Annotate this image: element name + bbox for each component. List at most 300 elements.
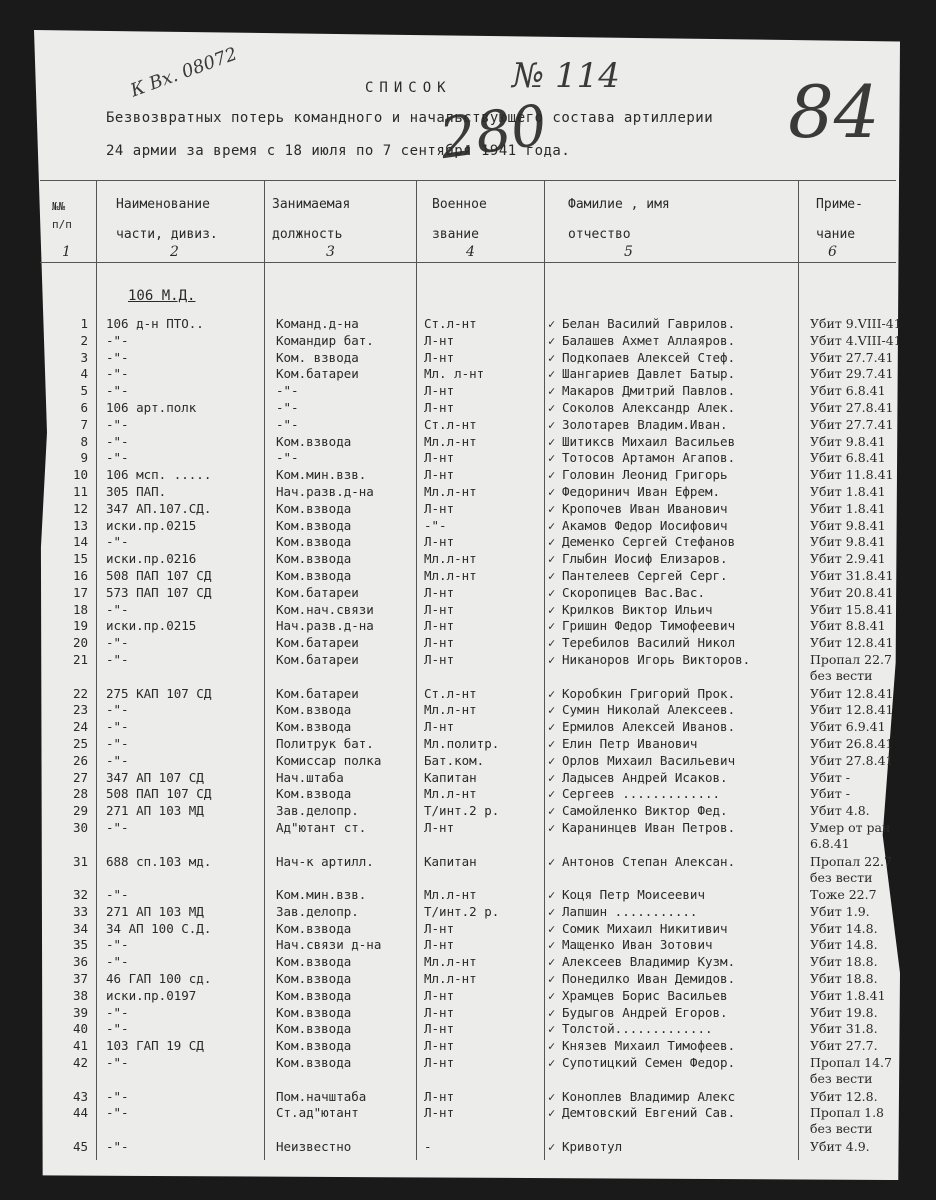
col-index: 4 [466,244,475,260]
unit-cell: иски.пр.0215 [106,517,197,533]
position-cell: Ком.взвода [276,517,352,533]
rank-cell: Ст.л-нт [424,416,477,432]
position-cell: Нач-к артилл. [276,853,374,869]
position-cell: Ком.взвода [276,786,352,802]
table-row [0,686,936,703]
unit-cell: иски.пр.0216 [106,551,197,567]
row-number: 35 [72,937,88,953]
row-number: 27 [72,769,88,785]
name-cell: Шангариев Давлет Батыр. [562,366,736,382]
unit-cell: -"- [106,450,129,466]
check-mark-icon: ✓ [548,333,556,348]
row-number: 20 [72,635,88,651]
row-number: 26 [72,752,88,768]
unit-cell: -"- [106,433,129,449]
rank-cell: Мл.л-нт [424,483,477,499]
rank-cell: Л-нт [424,1105,455,1121]
table-row [0,1105,936,1139]
note-cell: Убит 11.8.41 [810,467,894,483]
position-cell: Пом.начштаба [276,1088,367,1104]
table-row [0,1005,936,1022]
rank-cell: Л-нт [424,332,455,348]
unit-cell: -"- [106,1004,129,1020]
name-cell: Макаров Дмитрий Павлов. [562,383,736,399]
position-cell: Нач.разв.д-на [276,618,374,634]
position-cell: Ком.взвода [276,551,352,567]
note-cell: Убит 9.8.41 [810,517,886,533]
check-mark-icon: ✓ [548,384,556,399]
table-row [0,652,936,686]
check-mark-icon: ✓ [548,1056,556,1071]
rank-cell: Ст.л-нт [424,316,477,331]
row-number: 39 [72,1004,88,1020]
rank-cell: Л-нт [424,584,455,600]
note-cell: Убит 12.8. [810,1088,878,1104]
unit-cell: -"- [106,887,129,903]
name-cell: Каранинцев Иван Петров. [562,819,736,835]
row-number: 29 [72,803,88,819]
unit-cell: иски.пр.0215 [106,618,197,634]
sheet-number: № 114 [512,56,620,96]
table-row [0,350,936,367]
position-cell: Ком.взвода [276,1004,352,1020]
table-row [0,618,936,635]
note-cell: Убит 9.8.41 [810,433,886,449]
table-row [0,921,936,938]
table-row [0,333,936,350]
name-cell: Золотарев Владим.Иван. [562,416,728,432]
document-subtitle: Безвозвратных потерь командного и начальствующего состава артиллерии [106,110,714,126]
check-mark-icon: ✓ [548,988,556,1003]
check-mark-icon: ✓ [548,770,556,785]
rank-cell: Л-нт [424,383,455,399]
unit-cell: 688 сп.103 мд. [106,853,212,869]
position-cell: -"- [276,416,299,432]
table-row [0,971,936,988]
unit-cell: 106 д-н ПТО.. [106,316,204,331]
unit-cell: -"- [106,366,129,382]
table-row [0,1089,936,1106]
check-mark-icon: ✓ [548,484,556,499]
row-number: 21 [72,651,88,667]
note-cell: Убит 6.8.41 [810,450,886,466]
note-cell: Убит 20.8.41 [810,584,894,600]
unit-cell: -"- [106,1139,129,1155]
rank-cell: Л-нт [424,1004,455,1020]
row-number: 42 [72,1055,88,1071]
table-row [0,585,936,602]
table-row [0,551,936,568]
note-cell: Убит 27.7.41 [810,416,894,432]
row-number: 16 [72,567,88,583]
unit-cell: -"- [106,752,129,768]
header-unit: Наименование части, дивиз. [116,197,218,242]
position-cell: Ком.взвода [276,719,352,735]
check-mark-icon: ✓ [548,720,556,735]
note-cell: Убит 31.8. [810,1021,878,1037]
note-cell: Убит 1.8.41 [810,500,886,516]
table-row [0,518,936,535]
row-number: 25 [72,735,88,751]
note-cell: Убит 12.8.41 [810,685,894,701]
col-index: 6 [828,244,837,260]
row-number: 44 [72,1105,88,1121]
header-number: №№ п/п [52,200,72,231]
rank-cell: Л-нт [424,651,455,667]
name-cell: Князев Михаил Тимофеев. [562,1038,736,1054]
position-cell: Ком.взвода [276,567,352,583]
unit-cell: 508 ПАП 107 СД [106,567,212,583]
unit-cell: -"- [106,937,129,953]
note-cell: Убит 9.VIII-41 [810,316,902,331]
note-cell: Убит 27.7. [810,1038,878,1054]
header-rule [40,262,896,263]
check-mark-icon: ✓ [548,787,556,802]
rank-cell: Мл.л-нт [424,954,477,970]
position-cell: Ком.взвода [276,534,352,550]
note-cell: Убит 9.8.41 [810,534,886,550]
name-cell: Демтовский Евгений Сав. [562,1105,736,1121]
name-cell: Самойленко Виктор Фед. [562,803,728,819]
position-cell: Командир бат. [276,332,374,348]
unit-cell: -"- [106,735,129,751]
unit-cell: 347 АП.107.СД. [106,500,212,516]
check-mark-icon: ✓ [548,1022,556,1037]
check-mark-icon: ✓ [548,1089,556,1104]
unit-cell: иски.пр.0197 [106,987,197,1003]
check-mark-icon: ✓ [548,434,556,449]
row-number: 19 [72,618,88,634]
table-row [0,988,936,1005]
note-cell: Убит 1.8.41 [810,483,886,499]
unit-cell: -"- [106,954,129,970]
note-cell: Убит 6.9.41 [810,719,886,735]
check-mark-icon: ✓ [548,400,556,415]
check-mark-icon: ✓ [548,938,556,953]
check-mark-icon: ✓ [548,703,556,718]
note-cell: Убит 27.7.41 [810,349,894,365]
row-number: 33 [72,903,88,919]
check-mark-icon: ✓ [548,820,556,835]
note-cell: Убит 29.7.41 [810,366,894,382]
check-mark-icon: ✓ [548,1039,556,1054]
rank-cell: Л-нт [424,635,455,651]
name-cell: Пантелеев Сергей Серг. [562,567,728,583]
position-cell: Ком.взвода [276,500,352,516]
table-row [0,719,936,736]
header-rank: Военное звание [432,197,487,242]
position-cell: Ком.взвода [276,971,352,987]
name-cell: Тотосов Артамон Агапов. [562,450,736,466]
header-name: Фамилие , имя отчество [568,197,670,242]
check-mark-icon: ✓ [548,417,556,432]
unit-cell: 508 ПАП 107 СД [106,786,212,802]
note-cell: Убит 14.8. [810,937,878,953]
rank-cell: Мл.политр. [424,735,500,751]
table-row [0,937,936,954]
check-mark-icon: ✓ [548,451,556,466]
position-cell: Нач.разв.д-на [276,483,374,499]
name-cell: Орлов Михаил Васильевич [562,752,736,768]
row-number: 11 [72,483,88,499]
table-row [0,786,936,803]
note-cell: Убит 2.9.41 [810,551,886,567]
row-number: 4 [80,366,88,382]
rank-cell: Л-нт [424,920,455,936]
check-mark-icon: ✓ [548,955,556,970]
unit-cell: -"- [106,819,129,835]
position-cell: Зав.делопр. [276,903,359,919]
table-row [0,1038,936,1055]
name-cell: Алексеев Владимир Кузм. [562,954,736,970]
name-cell: Деменко Сергей Стефанов [562,534,736,550]
name-cell: Акамов Федор Иосифович [562,517,728,533]
name-cell: Толстой............. [562,1021,713,1037]
rank-cell: Л-нт [424,618,455,634]
rank-cell: Л-нт [424,534,455,550]
note-cell: Убит 14.8. [810,920,878,936]
rank-cell: Л-нт [424,450,455,466]
table-row [0,400,936,417]
rank-cell: Л-нт [424,467,455,483]
unit-cell: 305 ПАП. [106,483,167,499]
row-number: 23 [72,702,88,718]
note-cell: Убит 27.8.41 [810,399,894,415]
col-index: 1 [62,244,71,260]
archive-stamp: К Вх. 08072 [127,43,240,102]
unit-cell: -"- [106,534,129,550]
casualty-list [0,316,936,1156]
row-number: 34 [72,920,88,936]
name-cell: Антонов Степан Алексан. [562,853,736,869]
rank-cell: Л-нт [424,1038,455,1054]
group-heading: 106 М.Д. [128,288,196,304]
unit-cell: -"- [106,719,129,735]
row-number: 37 [72,971,88,987]
row-number: 7 [80,416,88,432]
name-cell: Скоропицев Вас.Вас. [562,584,705,600]
name-cell: Мащенко Иван Зотович [562,937,713,953]
table-row [0,1139,936,1156]
check-mark-icon: ✓ [548,686,556,701]
row-number: 32 [72,887,88,903]
rank-cell: Мл. л-нт [424,366,485,382]
check-mark-icon: ✓ [548,468,556,483]
row-number: 41 [72,1038,88,1054]
note-cell: Убит 12.8.41 [810,635,894,651]
row-number: 12 [72,500,88,516]
table-row [0,501,936,518]
check-mark-icon: ✓ [548,1005,556,1020]
note-cell: Умер от ран 6.8.41 [810,819,891,851]
position-cell: Ком.взвода [276,1021,352,1037]
unit-cell: 46 ГАП 100 сд. [106,971,212,987]
note-cell: Убит 4.8. [810,803,870,819]
table-row [0,467,936,484]
check-mark-icon: ✓ [548,518,556,533]
name-cell: Гришин Федор Тимофеевич [562,618,736,634]
position-cell: -"- [276,399,299,415]
table-top-rule [40,180,896,181]
row-number: 28 [72,786,88,802]
position-cell: Ком.батареи [276,685,359,701]
table-row [0,702,936,719]
note-cell: Убит 1.8.41 [810,987,886,1003]
position-cell: -"- [276,383,299,399]
check-mark-icon: ✓ [548,972,556,987]
table-row [0,366,936,383]
position-cell: Ком.взвода [276,702,352,718]
row-number: 13 [72,517,88,533]
rank-cell: - [424,1139,432,1155]
row-number: 3 [80,349,88,365]
name-cell: Храмцев Борис Васильев [562,987,728,1003]
table-row [0,1055,936,1089]
rank-cell: Ст.л-нт [424,685,477,701]
rank-cell: Мл.л-нт [424,702,477,718]
rank-cell: Т/инт.2 р. [424,803,500,819]
header-position: Занимаемая должность [272,197,351,242]
note-cell: Убит 31.8.41 [810,567,894,583]
name-cell: Ладысев Андрей Исаков. [562,769,728,785]
note-cell: Убит 18.8. [810,954,878,970]
table-row [0,887,936,904]
table-row [0,820,936,854]
note-cell: Убит - [810,786,851,802]
check-mark-icon: ✓ [548,552,556,567]
name-cell: Соколов Александр Алек. [562,399,736,415]
position-cell: Ад"ютант ст. [276,819,367,835]
table-row [0,568,936,585]
rank-cell: Л-нт [424,819,455,835]
position-cell: Ком.взвода [276,1055,352,1071]
row-number: 45 [72,1139,88,1155]
handwritten-number: 280 [435,92,551,173]
unit-cell: 106 мсп. ..... [106,467,212,483]
rank-cell: Л-нт [424,1055,455,1071]
rank-cell: Мл.л-нт [424,971,477,987]
row-number: 43 [72,1088,88,1104]
row-number: 38 [72,987,88,1003]
check-mark-icon: ✓ [548,904,556,919]
note-cell: Убит 4.9. [810,1139,870,1155]
row-number: 2 [80,332,88,348]
unit-cell: -"- [106,601,129,617]
position-cell: Зав.делопр. [276,803,359,819]
name-cell: Коця Петр Моисеевич [562,887,705,903]
note-cell: Пропал 1.8 без вести [810,1105,885,1137]
position-cell: Ком.взвода [276,1038,352,1054]
table-row [0,534,936,551]
note-cell: Пропал 22.7 без вести [810,651,892,683]
unit-cell: -"- [106,651,129,667]
position-cell: Ком.взвода [276,954,352,970]
document-title: СПИСОК [365,80,452,96]
rank-cell: Л-нт [424,937,455,953]
name-cell: Шитиксв Михаил Васильев [562,433,736,449]
position-cell: Ком.батареи [276,584,359,600]
name-cell: Белан Василий Гаврилов. [562,316,736,331]
unit-cell: -"- [106,635,129,651]
position-cell: Комиссар полка [276,752,382,768]
rank-cell: Л-нт [424,987,455,1003]
check-mark-icon: ✓ [548,619,556,634]
position-cell: -"- [276,450,299,466]
note-cell: Пропал 22.7 без вести [810,853,892,885]
rank-cell: Мл.л-нт [424,551,477,567]
unit-cell: -"- [106,1055,129,1071]
check-mark-icon: ✓ [548,921,556,936]
note-cell: Убит 4.VIII-41 [810,332,902,348]
name-cell: Федоринич Иван Ефрем. [562,483,721,499]
table-row [0,904,936,921]
name-cell: Ермилов Алексей Иванов. [562,719,736,735]
position-cell: Ком. взвода [276,349,359,365]
name-cell: Кропочев Иван Иванович [562,500,728,516]
header-note: Приме- чание [816,197,863,242]
row-number: 30 [72,819,88,835]
row-number: 1 [80,316,88,331]
check-mark-icon: ✓ [548,367,556,382]
table-row [0,434,936,451]
unit-cell: -"- [106,416,129,432]
table-row [0,417,936,434]
col-index: 3 [326,244,335,260]
rank-cell: Л-нт [424,1088,455,1104]
table-row [0,770,936,787]
position-cell: Ст.ад"ютант [276,1105,359,1121]
position-cell: Ком.взвода [276,987,352,1003]
position-cell: Ком.взвода [276,433,352,449]
position-cell: Политрук бат. [276,735,374,751]
unit-cell: 103 ГАП 19 СД [106,1038,204,1054]
row-number: 31 [72,853,88,869]
note-cell: Убит 8.8.41 [810,618,886,634]
check-mark-icon: ✓ [548,804,556,819]
rank-cell: Л-нт [424,1021,455,1037]
note-cell: Убит 19.8. [810,1004,878,1020]
rank-cell: Капитан [424,769,477,785]
position-cell: Ком.батареи [276,366,359,382]
rank-cell: Мл.л-нт [424,887,477,903]
unit-cell: 271 АП 103 МД [106,803,204,819]
rank-cell: Т/инт.2 р. [424,903,500,919]
check-mark-icon: ✓ [548,753,556,768]
note-cell: Убит 1.9. [810,903,870,919]
row-number: 18 [72,601,88,617]
unit-cell: 271 АП 103 МД [106,903,204,919]
name-cell: Сергеев ............. [562,786,721,802]
rank-cell: Л-нт [424,349,455,365]
table-row [0,450,936,467]
note-cell: Убит 6.8.41 [810,383,886,399]
rank-cell: -"- [424,517,447,533]
table-row [0,602,936,619]
check-mark-icon: ✓ [548,350,556,365]
unit-cell: 34 АП 100 С.Д. [106,920,212,936]
check-mark-icon: ✓ [548,636,556,651]
rank-cell: Л-нт [424,399,455,415]
rank-cell: Л-нт [424,719,455,735]
unit-cell: -"- [106,383,129,399]
rank-cell: Мл.л-нт [424,433,477,449]
check-mark-icon: ✓ [548,1140,556,1155]
name-cell: Понедилко Иван Демидов. [562,971,736,987]
unit-cell: -"- [106,332,129,348]
position-cell: Ком.батареи [276,635,359,651]
unit-cell: 573 ПАП 107 СД [106,584,212,600]
name-cell: Кривотул [562,1139,623,1155]
